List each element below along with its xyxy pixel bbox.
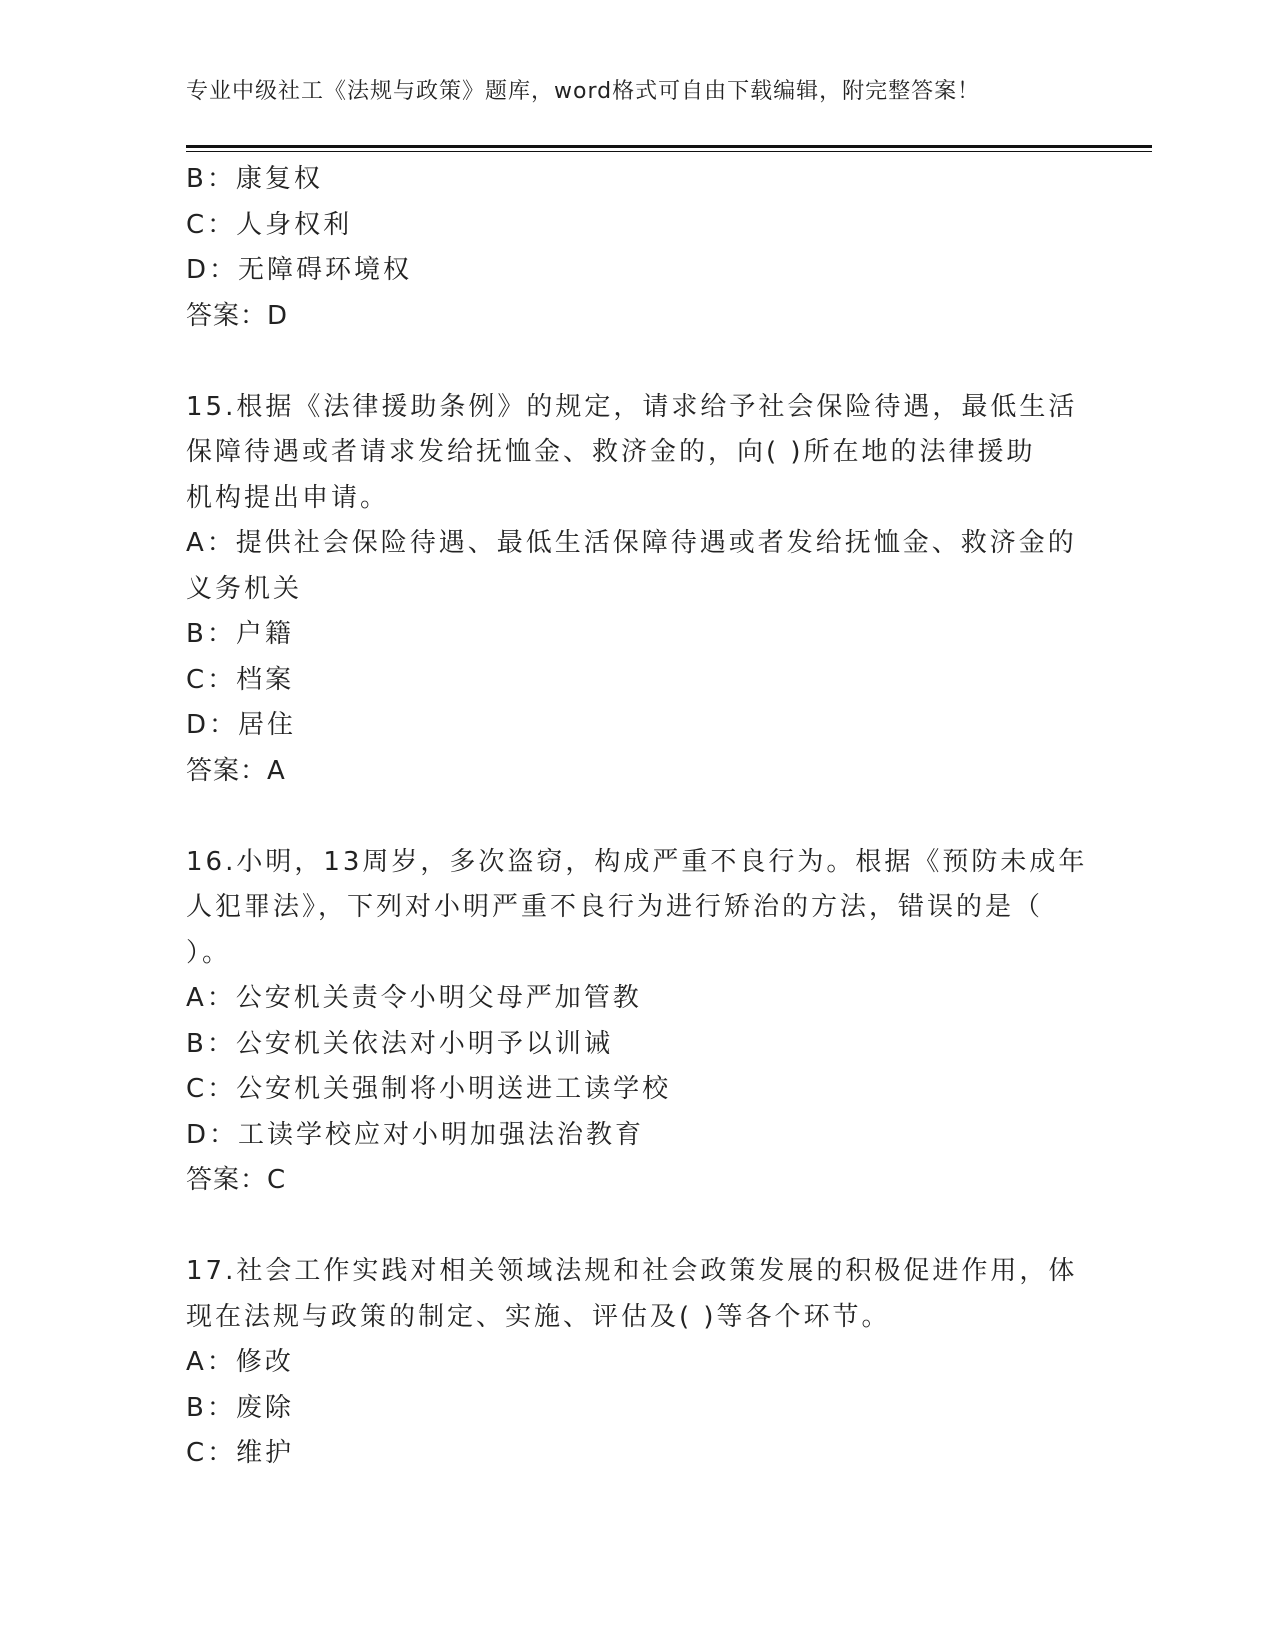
spacer: [186, 339, 1086, 385]
question-15: [186, 385, 1086, 795]
option-line: C：档案: [186, 664, 295, 695]
question-stem-line: 15.根据《法律援助条例》的规定，请求给予社会保险待遇，最低生活: [186, 391, 1078, 422]
spacer: [186, 794, 1086, 840]
option-line: B：康复权: [186, 164, 323, 194]
question-16: [186, 840, 1086, 1204]
question-14-tail: [186, 157, 1086, 339]
answer-line: 答案：C: [186, 1165, 287, 1195]
question-stem-line: 机构提出申请。: [186, 482, 390, 513]
option-line: A：修改: [186, 1347, 294, 1377]
header-divider: [186, 145, 1152, 148]
option-line: B：公安机关依法对小明予以训诫: [186, 1028, 613, 1059]
question-stem-line: ）。: [186, 937, 232, 968]
header-divider-thin: [186, 151, 1152, 152]
page-header: 专业中级社工《法规与政策》题库，word格式可自由下载编辑，附完整答案！: [186, 79, 981, 104]
option-line: 义务机关: [186, 573, 303, 604]
question-stem-line: 保障待遇或者请求发给抚恤金、救济金的，向( )所在地的法律援助: [186, 437, 1036, 467]
option-line: D：工读学校应对小明加强法治教育: [186, 1119, 645, 1150]
option-line: B：户籍: [186, 619, 294, 649]
question-stem-line: 人犯罪法》，下列对小明严重不良行为进行矫治的方法，错误的是（: [186, 892, 1044, 922]
option-line: D：居住: [186, 710, 297, 740]
question-stem-line: 现在法规与政策的制定、实施、评估及( )等各个环节。: [186, 1301, 891, 1332]
answer-line: 答案：D: [186, 300, 289, 331]
question-stem-line: 17.社会工作实践对相关领域法规和社会政策发展的积极促进作用，体: [186, 1256, 1078, 1286]
option-line: C：人身权利: [186, 209, 353, 240]
document-body: [186, 157, 1086, 1477]
answer-line: 答案：A: [186, 755, 286, 786]
option-line: A：公安机关责令小明父母严加管教: [186, 983, 642, 1013]
option-line: A：提供社会保险待遇、最低生活保障待遇或者发给抚恤金、救济金的: [186, 528, 1077, 558]
option-line: B：废除: [186, 1392, 294, 1423]
question-stem-line: 16.小明，13周岁，多次盗窃，构成严重不良行为。根据《预防未成年: [186, 846, 1088, 877]
option-line: C：公安机关强制将小明送进工读学校: [186, 1074, 672, 1104]
spacer: [186, 1204, 1086, 1250]
option-line: D：无障碍环境权: [186, 255, 413, 285]
option-line: C：维护: [186, 1438, 295, 1468]
question-17: [186, 1249, 1086, 1477]
